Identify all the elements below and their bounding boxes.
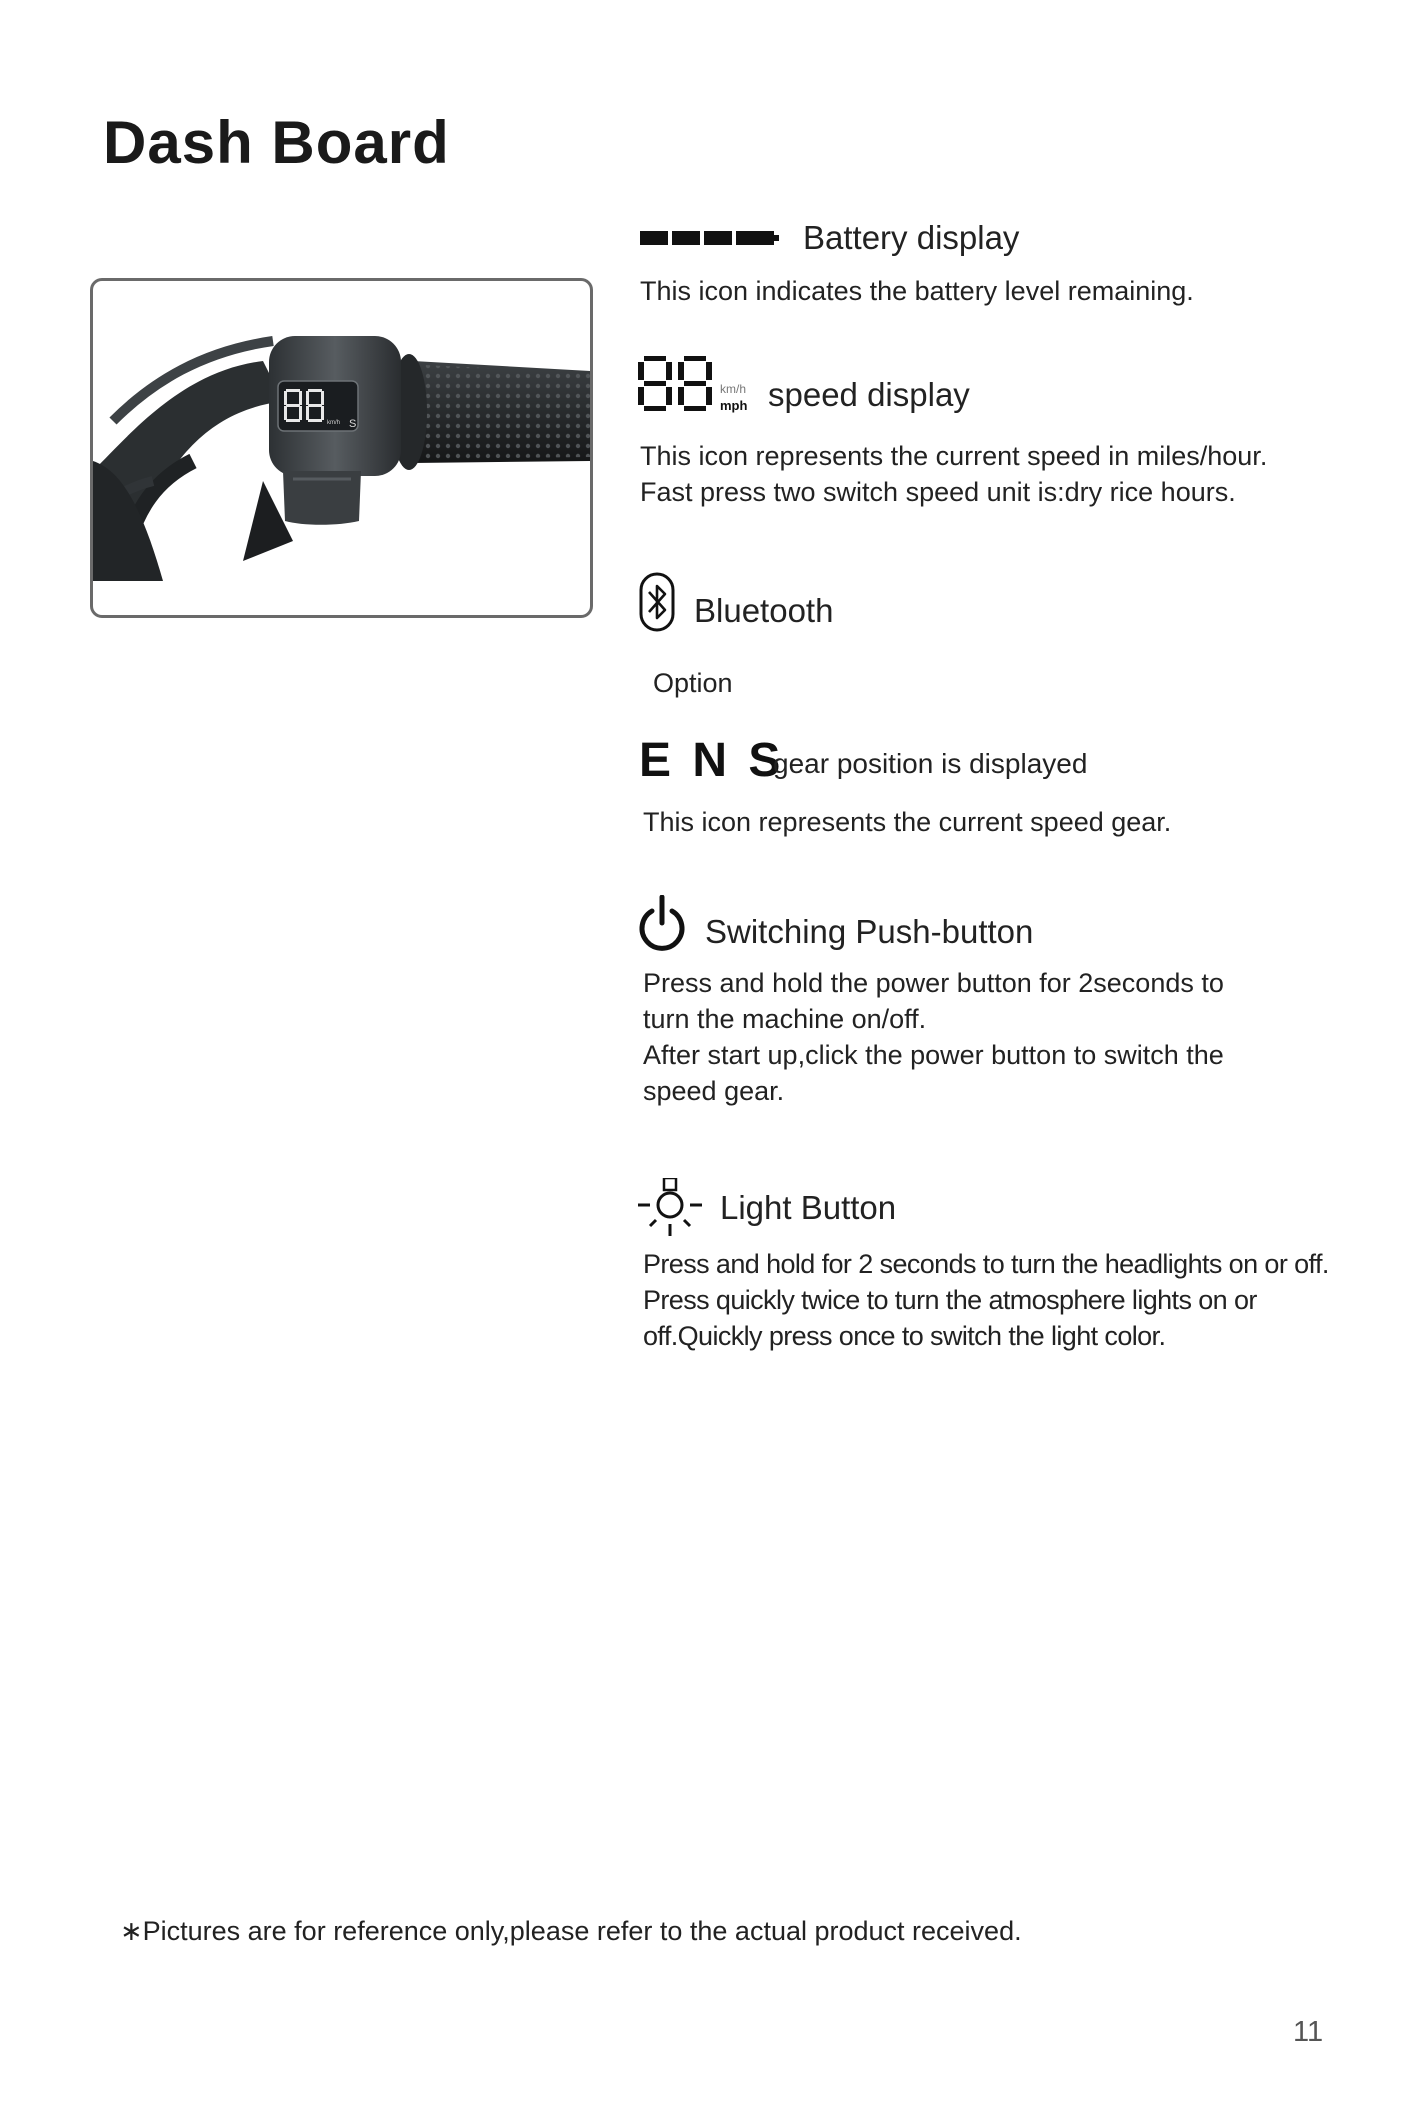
speed-digits-icon xyxy=(638,356,712,417)
bluetooth-heading: Bluetooth xyxy=(694,592,834,629)
gear-letters: E N S xyxy=(639,734,785,787)
light-line: off.Quickly press once to switch the light color. xyxy=(643,1321,1166,1351)
power-line: After start up,click the power button to switch the xyxy=(643,1040,1224,1070)
gear-line: This icon represents the current speed gear. xyxy=(643,807,1172,837)
power-line: turn the machine on/off. xyxy=(643,1004,927,1034)
power-icon xyxy=(637,895,687,960)
power-description xyxy=(643,965,1224,1109)
speed-heading: speed display xyxy=(768,376,970,413)
bluetooth-line: Option xyxy=(653,668,733,698)
handlebar-illustration xyxy=(93,281,590,615)
gear-heading: gear position is displayed xyxy=(773,748,1088,779)
power-heading: Switching Push-button xyxy=(705,913,1034,950)
light-line: Press quickly twice to turn the atmosphere lights on or xyxy=(643,1285,1257,1315)
battery-icon xyxy=(640,228,782,253)
power-line: Press and hold the power button for 2seconds to xyxy=(643,968,1224,998)
light-line: Press and hold for 2 seconds to turn the headlights on or off. xyxy=(643,1249,1329,1279)
speed-line: Fast press two switch speed unit is:dry rice hours. xyxy=(640,477,1236,507)
gear-description xyxy=(643,804,1171,840)
page-number: 11 xyxy=(1293,2016,1324,2048)
speed-unit-kmh: km/h xyxy=(720,382,747,396)
svg-text:S: S xyxy=(349,418,357,430)
speed-description xyxy=(640,438,1267,510)
bluetooth-icon xyxy=(639,572,675,637)
dashboard-photo xyxy=(90,278,593,618)
svg-text:km/h: km/h xyxy=(327,420,341,426)
battery-heading: Battery display xyxy=(803,219,1020,256)
power-line: speed gear. xyxy=(643,1076,785,1106)
speed-unit-mph: mph xyxy=(720,398,748,413)
light-description xyxy=(643,1246,1329,1354)
bluetooth-description xyxy=(653,665,733,701)
light-bulb-icon xyxy=(636,1178,706,1247)
battery-description xyxy=(640,273,1194,309)
light-heading: Light Button xyxy=(720,1189,897,1226)
speed-line: This icon represents the current speed in miles/hour. xyxy=(640,441,1268,471)
footnote: ∗Pictures are for reference only,please refer to the actual product received. xyxy=(120,1916,1022,1946)
page-title: Dash Board xyxy=(103,109,450,176)
battery-line: This icon indicates the battery level remaining. xyxy=(640,276,1194,306)
